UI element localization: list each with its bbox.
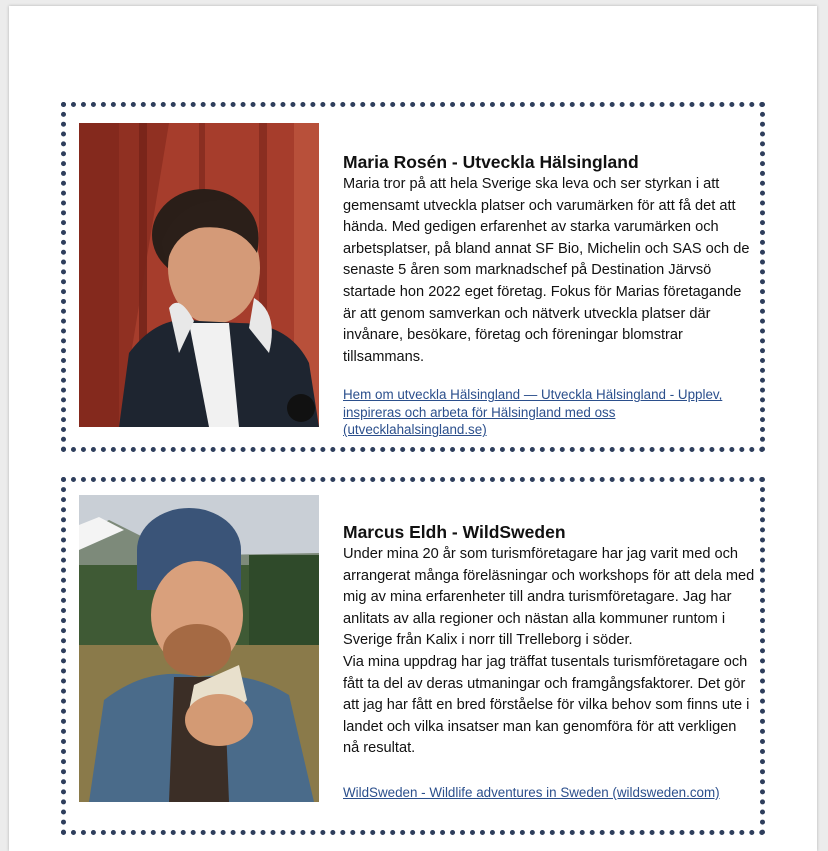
marcus-website-link[interactable]: WildSweden - Wildlife adventures in Sweden (wildsweden.com): [343, 784, 720, 800]
document-page: [9, 6, 817, 851]
marcus-name-heading: Marcus Eldh - WildSweden: [343, 522, 566, 542]
marcus-bio-paragraph-2: Via mina uppdrag har jag träffat tusentals turismföretagare och fått ta del av deras utmaningar och framgångsfaktorer. Det gör att jag har fått en bred förståelse för vilka behov som finns ute i landet och vilka insatser man kan genomföra för att verkligen nå resultat.: [343, 653, 750, 757]
maria-bio-paragraph: Maria tror på att hela Sverige ska leva och ser styrkan i att gemensamt utveckla platser och varumärken för att få det att hända. Med gedigen erfarenhet av starka varumärken och arbetsplatser, på bland annat SF Bio, Michelin och SAS och de senaste 5 åren som marknadschef på Destination Järvsö startade hon 2022 eget företag. Fokus för Marias företagande är att genom samverkan och nätverk utveckla platser där invånare, besökare, företag och föreningar blomstrar tillsammans.: [343, 176, 750, 365]
maria-name-heading: Maria Rosén - Utveckla Hälsingland: [343, 152, 639, 172]
maria-bio: [343, 174, 755, 368]
profile-card-marcus: [61, 477, 765, 835]
marcus-bio: [343, 544, 755, 760]
marcus-bio-paragraph-1: Under mina 20 år som turismföretagare har jag varit med och arrangerat många föreläsningar och workshops för att dela med mig av mina erfarenheter till andra turismföretagare. Jag har anlitats av alla regioner och nästan alla kommuner runtom i Sverige från Kalix i norr till Trelleborg i söder.: [343, 546, 755, 649]
maria-photo: [79, 123, 319, 427]
profile-card-maria: [61, 102, 765, 452]
marcus-photo: [79, 495, 319, 802]
maria-text-block: [343, 150, 755, 439]
marcus-text-block: [343, 520, 755, 801]
maria-website-link[interactable]: Hem om utveckla Hälsingland — Utveckla Hälsingland - Upplev, inspireras och arbeta för Hälsingland med oss (utvecklahalsingland.se): [343, 387, 723, 438]
